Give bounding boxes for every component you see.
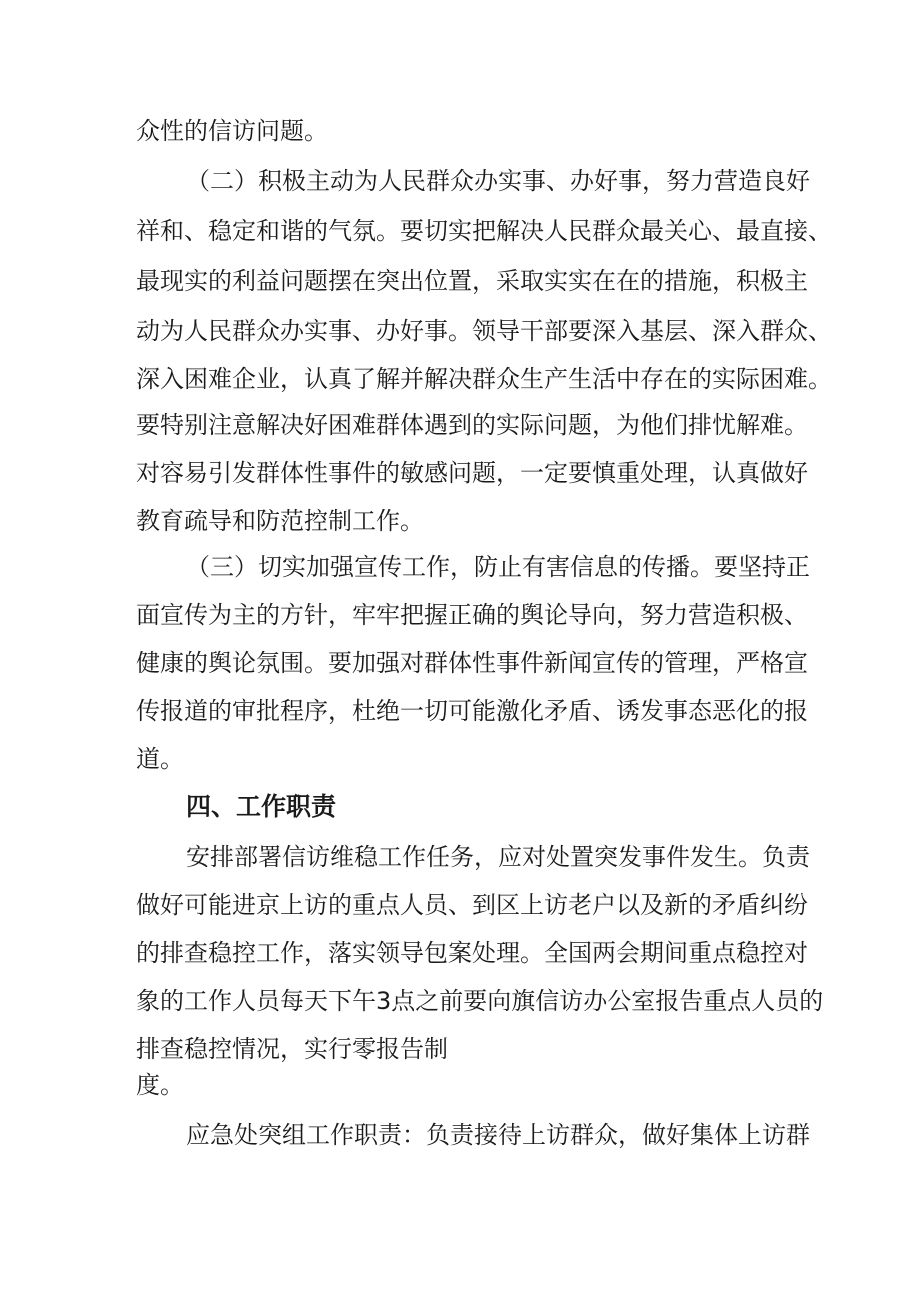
text-line: 应急处突组工作职责：负责接待上访群众，做好集体上访群: [186, 1121, 810, 1149]
text-line: 最现实的利益问题摆在突出位置，采取实实在在的措施，积极主: [136, 267, 808, 295]
text-line: （二）积极主动为人民群众办实事、办好事，努力营造良好: [186, 167, 810, 195]
text-line: 教育疏导和防范控制工作。: [136, 507, 424, 535]
text-line: 传报道的审批程序，杜绝一切可能激化矛盾、诱发事态恶化的报: [136, 697, 808, 725]
text-line: 深入困难企业，认真了解并解决群众生产生活中存在的实际困难。: [136, 365, 832, 393]
text-line: 动为人民群众办实事、办好事。领导干部要深入基层、深入群众、: [136, 317, 832, 345]
section-heading: 四、工作职责: [186, 792, 337, 821]
text-line: 对容易引发群体性事件的敏感问题，一定要慎重处理，认真做好: [136, 459, 808, 487]
text-line: 道。: [136, 745, 184, 773]
text-line: 度。: [136, 1071, 184, 1099]
text-line: 象的工作人员每天下午3点之前要向旗信访办公室报告重点人员的: [136, 987, 824, 1015]
text-line: 排查稳控情况，实行零报告制: [136, 1035, 448, 1063]
text-line: 祥和、稳定和谐的气氛。要切实把解决人民群众最关心、最直接、: [136, 217, 832, 245]
text-line: 要特别注意解决好困难群体遇到的实际问题，为他们排忧解难。: [136, 411, 808, 439]
text-line: 安排部署信访维稳工作任务，应对处置突发事件发生。负责: [186, 843, 810, 871]
text-line: （三）切实加强宣传工作，防止有害信息的传播。要坚持正: [186, 553, 810, 581]
text-line: 众性的信访问题。: [136, 117, 328, 145]
text-line: 做好可能进京上访的重点人员、到区上访老户以及新的矛盾纠纷: [136, 891, 808, 919]
text-line: 健康的舆论氛围。要加强对群体性事件新闻宣传的管理，严格宣: [136, 649, 808, 677]
text-line: 的排查稳控工作，落实领导包案处理。全国两会期间重点稳控对: [136, 939, 808, 967]
text-line: 面宣传为主的方针，牢牢把握正确的舆论导向，努力营造积极、: [136, 601, 808, 629]
